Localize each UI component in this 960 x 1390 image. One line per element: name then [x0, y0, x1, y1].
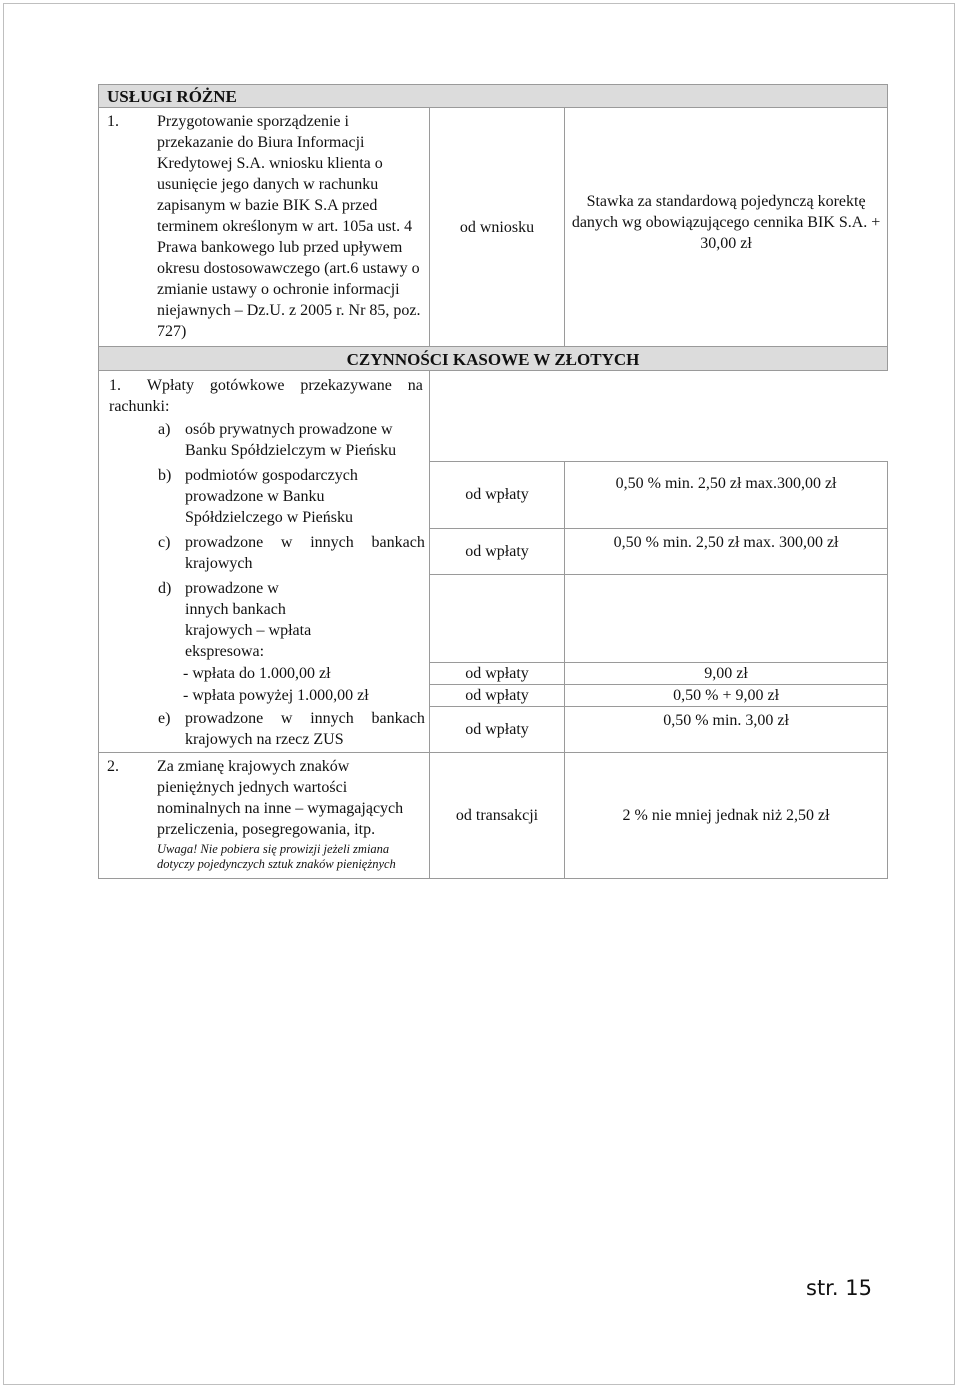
item-basis: od transakcji [429, 753, 564, 879]
table-row [99, 461, 888, 528]
item-rate: 2 % nie mniej jednak niż 2,50 zł [565, 753, 888, 879]
fee-table [98, 84, 888, 879]
item-description-cell [99, 371, 430, 418]
table-row [99, 684, 888, 706]
sub-description: prowadzone w innych bankach krajowych [185, 534, 425, 572]
table-row [99, 108, 888, 347]
item-basis: od wpłaty [429, 461, 564, 528]
item-description-cell [99, 753, 430, 879]
table-row [99, 706, 888, 753]
sub-description: - wpłata powyżej 1.000,00 zł [183, 687, 369, 704]
section-title-uslugi: USŁUGI RÓŻNE [99, 85, 888, 108]
page-number: str. 15 [806, 1276, 872, 1300]
table-row [99, 528, 888, 574]
item-description-cell [99, 108, 430, 347]
item-basis: od wpłaty [429, 662, 564, 684]
sub-letter: a) [158, 421, 171, 438]
sub-description: osób prywatnych prowadzone w Banku Spółdzielczym w Pieńsku [185, 421, 397, 459]
sub-description: prowadzone w innych bankach krajowych – wpłata ekspresowa: [185, 580, 312, 660]
item-basis: od wpłaty [429, 706, 564, 753]
item-number: 1. [109, 377, 121, 394]
item-basis: od wpłaty [429, 684, 564, 706]
sub-description: prowadzone w innych bankach krajowych na rzecz ZUS [185, 710, 425, 748]
item-rate: 0,50 % min. 2,50 zł max.300,00 zł [565, 461, 888, 528]
item-rate: 0,50 % min. 2,50 zł max. 300,00 zł [565, 528, 888, 574]
table-row [99, 574, 888, 662]
item-description: Wpłaty gotówkowe przekazywane na rachunki: [109, 377, 423, 415]
item-rate: Stawka za standardową pojedynczą korektę danych wg obowiązującego cennika BIK S.A. + 30,00 zł [565, 108, 888, 347]
table-row [99, 371, 888, 418]
item-number: 2. [107, 758, 119, 775]
section-header-row [99, 85, 888, 108]
sub-letter: e) [158, 710, 171, 727]
item-description: Za zmianę krajowych znaków pieniężnych jednych wartości nominalnych na inne – wymagających przeliczenia, posegregowania, itp. [157, 758, 404, 838]
table-row [99, 753, 888, 879]
sub-letter: b) [158, 467, 172, 484]
item-rate: 0,50 % + 9,00 zł [565, 684, 888, 706]
item-rate: 0,50 % min. 3,00 zł [565, 706, 888, 753]
sub-description: podmiotów gospodarczych prowadzone w Banku Spółdzielczego w Pieńsku [185, 467, 358, 526]
item-note: Uwaga! Nie pobiera się prowizji jeżeli zmiana dotyczy pojedynczych sztuk znaków pieniężnych [157, 842, 396, 871]
item-number: 1. [107, 113, 119, 130]
sub-letter: d) [158, 580, 172, 597]
section-header-row [99, 347, 888, 371]
table-row [99, 662, 888, 684]
item-basis: od wpłaty [429, 528, 564, 574]
sub-description: - wpłata do 1.000,00 zł [183, 665, 331, 682]
item-description: Przygotowanie sporządzenie i przekazanie do Biura Informacji Kredytowej S.A. wniosku klienta o usunięcie jego danych w rachunku zapisanym w bazie BIK S.A przed terminem określonym w art. 105a ust. 4 Prawa bankowego lub przed upływem okresu dostosowawczego (art.6 ustawy o zmianie ustawy o ochronie informacji niejawnych – Dz.U. z 2005 r. Nr 85, poz. 727) [157, 113, 421, 340]
item-rate: 9,00 zł [565, 662, 888, 684]
sub-letter: c) [158, 534, 171, 551]
item-basis: od wniosku [429, 108, 564, 347]
section-title-kasowe: CZYNNOŚCI KASOWE W ZŁOTYCH [99, 347, 888, 371]
